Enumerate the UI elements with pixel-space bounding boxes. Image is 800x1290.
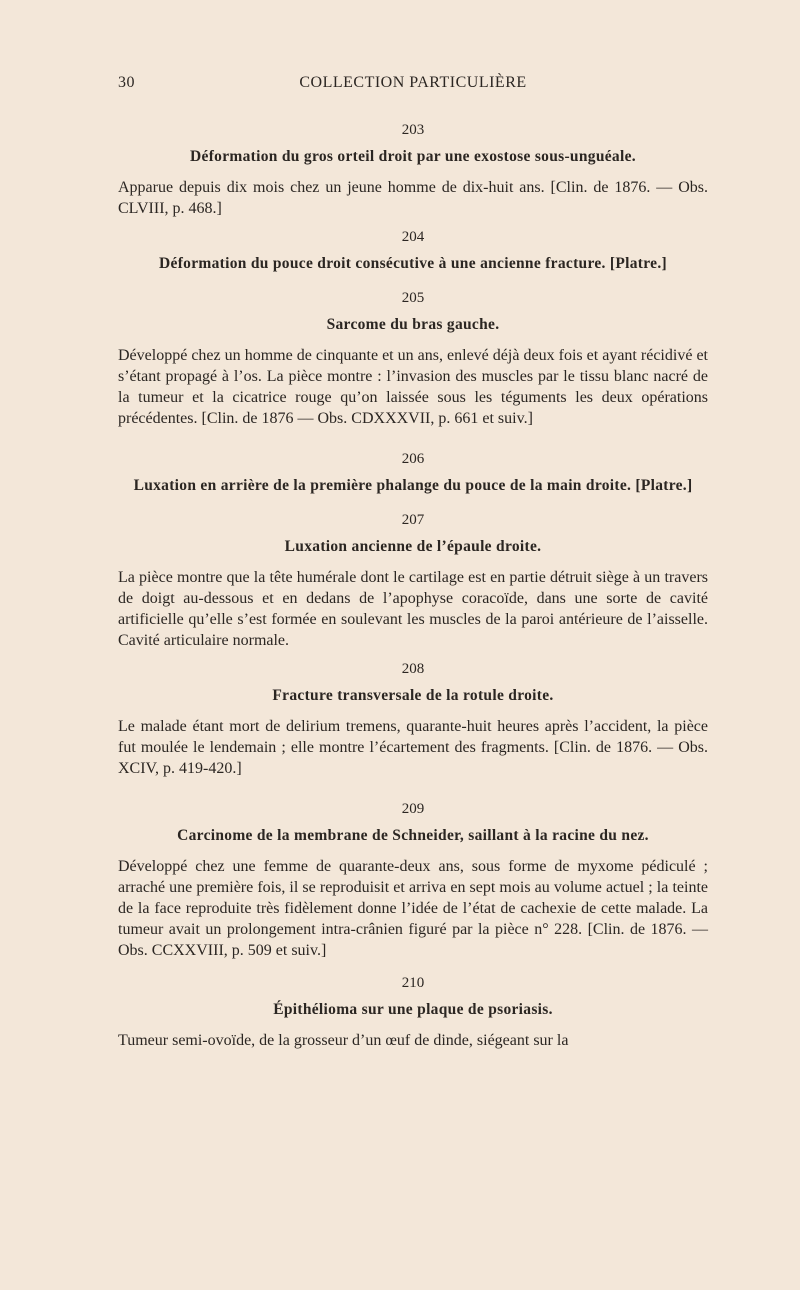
entry-text: La pièce montre que la tête humérale dont le cartilage est en partie détruit siège à un travers de doigt au-dessous et en dedans de l’apophyse coracoïde, dans une sorte de cavité artificielle qu’elle s’est formée en soulevant les muscles de la paroi antérieure de l’aisselle. Cavité articulaire normale. <box>118 569 708 649</box>
entry-203 <box>118 120 708 219</box>
entry-heading: Luxation en arrière de la première phalange du pouce de la main droite. [Platre.] <box>133 477 693 494</box>
entry-206 <box>118 449 708 496</box>
entry-heading: Luxation ancienne de l’épaule droite. <box>284 538 542 555</box>
entry-204 <box>118 227 708 274</box>
entry-number: 208 <box>401 661 425 677</box>
entry-number: 207 <box>401 512 425 528</box>
entry-text: Développé chez un homme de cinquante et un ans, enlevé déjà deux fois et ayant récidivé et s’étant propagé à l’os. La pièce montre : l’invasion des muscles par le tissu blanc nacré de la tumeur et la cicatrice rouge qu’on laissée sous les téguments les deux opérations précédentes. [Clin. de 1876 — Obs. CDXXXVII, p. 661 et suiv.] <box>118 347 708 427</box>
entry-heading: Carcinome de la membrane de Schneider, saillant à la racine du nez. <box>177 827 649 844</box>
content <box>118 120 708 1059</box>
entry-number: 210 <box>401 975 425 991</box>
entry-text: Développé chez une femme de quarante-deux ans, sous forme de myxome pédiculé ; arraché une première fois, il se reproduisit et arriva en sept mois au volume actuel ; la teinte de la face reproduite très fidèlement donne l’idée de l’état de cachexie de cette malade. La tumeur avait un prolongement intra-crânien figuré par la pièce n° 228. [Clin. de 1876. — Obs. CCXXVIII, p. 509 et suiv.] <box>118 858 708 959</box>
running-head <box>118 74 708 98</box>
entry-number: 209 <box>401 801 425 817</box>
entry-text: Le malade étant mort de delirium tremens, quarante-huit heures après l’accident, la pièce fut moulée le lendemain ; elle montre l’écartement des fragments. [Clin. de 1876. — Obs. XCIV, p. 419-420.] <box>118 718 708 777</box>
page-number: 30 <box>118 74 135 91</box>
entry-number: 204 <box>401 229 425 245</box>
entry-number: 203 <box>401 122 425 138</box>
entry-heading: Déformation du pouce droit consécutive à une ancienne fracture. [Platre.] <box>159 255 667 272</box>
entry-208 <box>118 659 708 779</box>
entry-number: 206 <box>401 451 425 467</box>
entry-heading: Épithélioma sur une plaque de psoriasis. <box>273 1001 553 1018</box>
entry-heading: Déformation du gros orteil droit par une exostose sous-unguéale. <box>190 148 636 165</box>
entry-number: 205 <box>401 290 425 306</box>
entry-text: Tumeur semi-ovoïde, de la grosseur d’un œuf de dinde, siégeant sur la <box>118 1032 569 1049</box>
entry-210 <box>118 973 708 1051</box>
entry-text: Apparue depuis dix mois chez un jeune homme de dix-huit ans. [Clin. de 1876. — Obs. CLVIII, p. 468.] <box>118 179 708 217</box>
entry-209 <box>118 799 708 961</box>
entry-207 <box>118 510 708 651</box>
running-title: COLLECTION PARTICULIÈRE <box>299 74 527 91</box>
entry-205 <box>118 288 708 429</box>
entry-heading: Fracture transversale de la rotule droite. <box>272 687 554 704</box>
entry-heading: Sarcome du bras gauche. <box>326 316 500 333</box>
